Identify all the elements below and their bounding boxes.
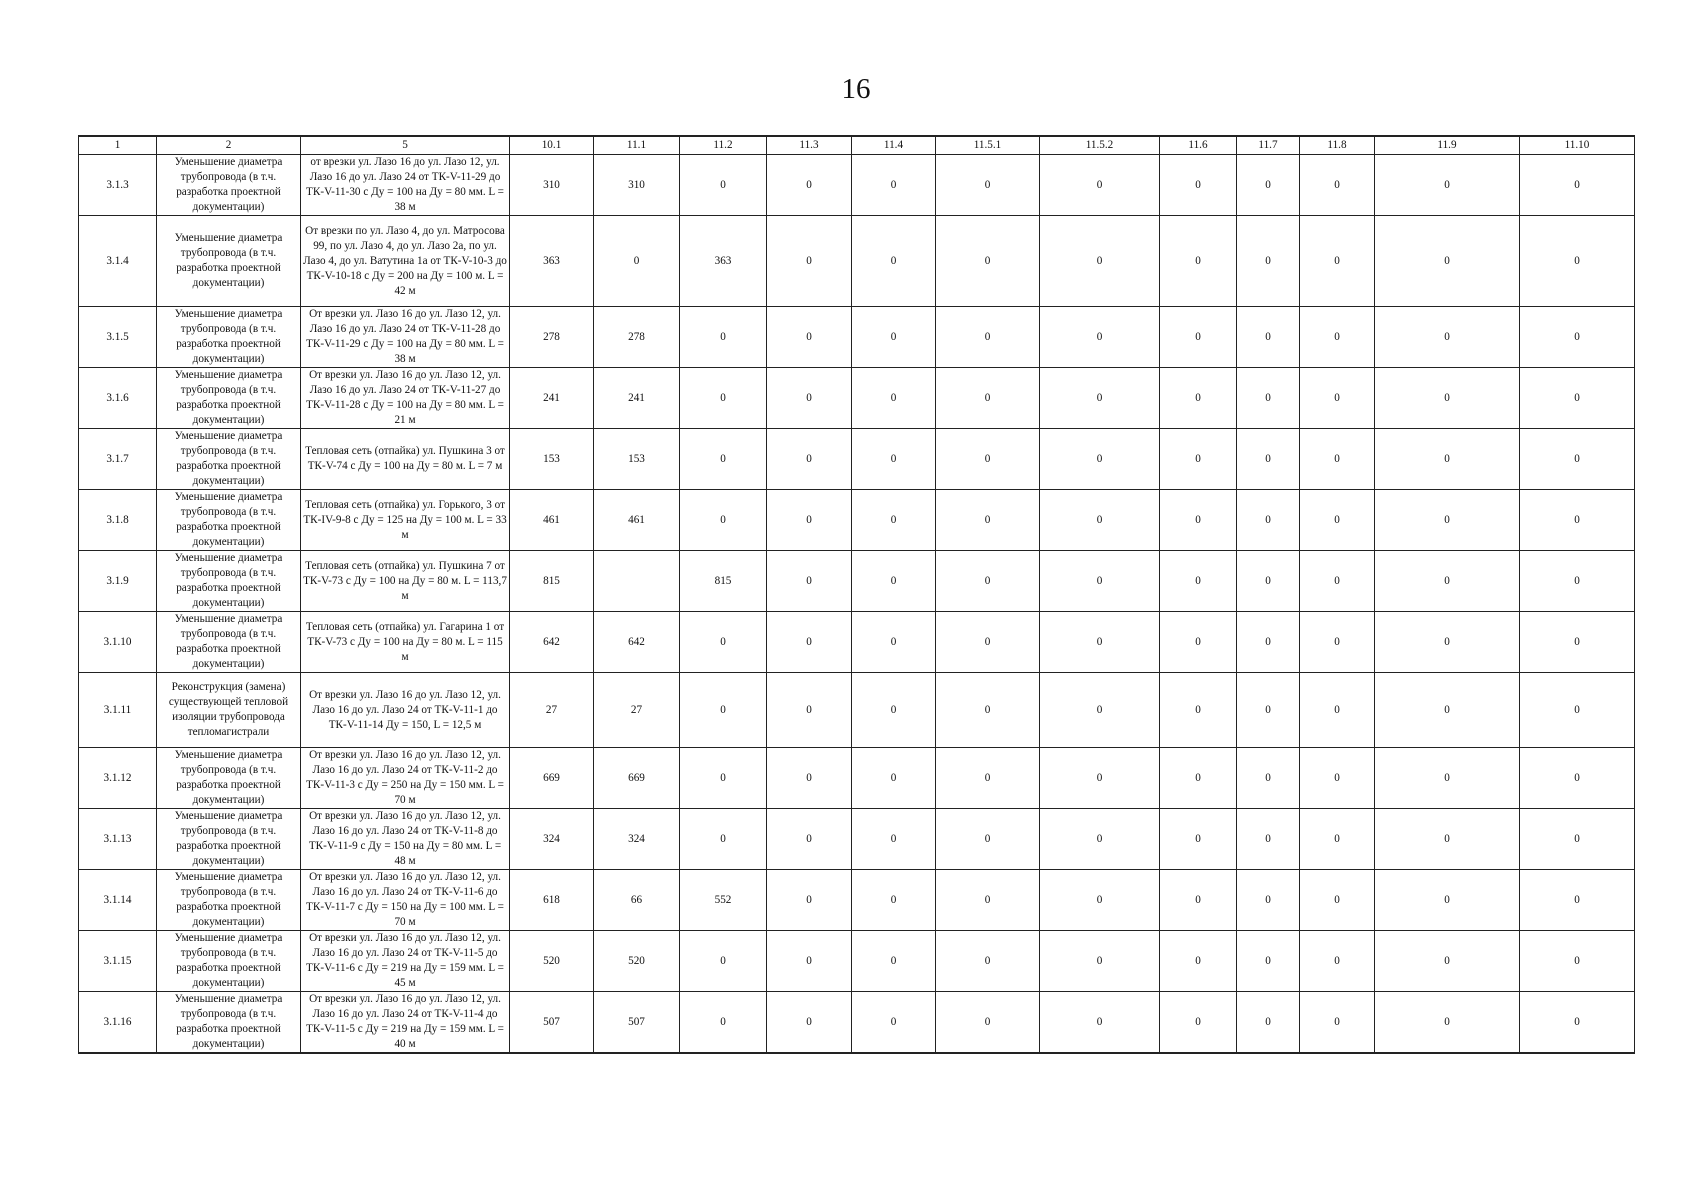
value-cell: 0 [1040, 931, 1160, 992]
table-row [79, 809, 1635, 870]
row-number-cell: 3.1.14 [79, 870, 157, 931]
value-cell: 0 [1300, 307, 1375, 368]
value-cell: 0 [1160, 992, 1237, 1054]
value-cell: 310 [510, 155, 594, 216]
value-cell: 0 [767, 748, 852, 809]
value-cell: 0 [1040, 870, 1160, 931]
location-cell: от врезки ул. Лазо 16 до ул. Лазо 12, ул. Лазо 16 до ул. Лазо 24 от ТК-V-11-29 до ТК-V-11-30 с Ду = 100 на Ду = 80 мм. L = 38 м [301, 155, 510, 216]
measure-name-cell: Уменьшение диаметра трубопровода (в т.ч. разработка проектной документации) [157, 368, 301, 429]
value-cell: 153 [594, 429, 680, 490]
row-number-cell: 3.1.13 [79, 809, 157, 870]
location-cell: От врезки ул. Лазо 16 до ул. Лазо 12, ул. Лазо 16 до ул. Лазо 24 от ТК-V-11-28 до ТК-V-11-29 с Ду = 100 на Ду = 80 мм. L = 38 м [301, 307, 510, 368]
value-cell: 0 [1160, 931, 1237, 992]
value-cell: 0 [767, 870, 852, 931]
value-cell: 0 [680, 809, 767, 870]
row-number-cell: 3.1.5 [79, 307, 157, 368]
value-cell: 0 [1520, 307, 1635, 368]
row-number-cell: 3.1.7 [79, 429, 157, 490]
value-cell: 0 [936, 992, 1040, 1054]
value-cell: 0 [1237, 870, 1300, 931]
table-header [79, 136, 1635, 155]
value-cell: 0 [1520, 216, 1635, 307]
table-row [79, 612, 1635, 673]
value-cell: 0 [767, 155, 852, 216]
value-cell: 0 [936, 551, 1040, 612]
row-number-cell: 3.1.16 [79, 992, 157, 1054]
value-cell: 278 [510, 307, 594, 368]
measure-name-cell: Уменьшение диаметра трубопровода (в т.ч. разработка проектной документации) [157, 992, 301, 1054]
value-cell: 0 [767, 429, 852, 490]
table-row [79, 490, 1635, 551]
value-cell: 461 [510, 490, 594, 551]
value-cell: 0 [1040, 216, 1160, 307]
value-cell: 0 [1040, 612, 1160, 673]
value-cell: 0 [852, 612, 936, 673]
value-cell: 0 [1300, 748, 1375, 809]
measure-name-cell: Уменьшение диаметра трубопровода (в т.ч. разработка проектной документации) [157, 551, 301, 612]
value-cell: 0 [1040, 992, 1160, 1054]
value-cell: 507 [594, 992, 680, 1054]
measure-name-cell: Уменьшение диаметра трубопровода (в т.ч. разработка проектной документации) [157, 870, 301, 931]
value-cell: 0 [936, 748, 1040, 809]
value-cell: 0 [767, 490, 852, 551]
value-cell: 0 [1300, 809, 1375, 870]
row-number-cell: 3.1.6 [79, 368, 157, 429]
row-number-cell: 3.1.11 [79, 673, 157, 748]
value-cell: 0 [1040, 748, 1160, 809]
column-header: 11.5.1 [936, 136, 1040, 155]
value-cell: 0 [767, 368, 852, 429]
value-cell: 0 [767, 673, 852, 748]
value-cell: 0 [1160, 368, 1237, 429]
value-cell: 0 [852, 155, 936, 216]
table-row [79, 748, 1635, 809]
value-cell: 507 [510, 992, 594, 1054]
value-cell: 0 [1160, 809, 1237, 870]
value-cell: 27 [594, 673, 680, 748]
value-cell: 0 [1237, 748, 1300, 809]
value-cell: 0 [1520, 612, 1635, 673]
value-cell: 0 [1520, 368, 1635, 429]
column-header: 1 [79, 136, 157, 155]
row-number-cell: 3.1.12 [79, 748, 157, 809]
value-cell: 310 [594, 155, 680, 216]
value-cell: 0 [1375, 551, 1520, 612]
value-cell: 815 [680, 551, 767, 612]
value-cell: 0 [852, 748, 936, 809]
measure-name-cell: Уменьшение диаметра трубопровода (в т.ч. разработка проектной документации) [157, 307, 301, 368]
value-cell: 0 [680, 992, 767, 1054]
location-cell: От врезки ул. Лазо 16 до ул. Лазо 12, ул. Лазо 16 до ул. Лазо 24 от ТК-V-11-2 до ТК-V-11-3 с Ду = 250 на Ду = 150 мм. L = 70 м [301, 748, 510, 809]
value-cell: 0 [1300, 429, 1375, 490]
location-cell: Тепловая сеть (отпайка) ул. Горького, 3 от ТК-IV-9-8 с Ду = 125 на Ду = 100 м. L = 33 м [301, 490, 510, 551]
value-cell: 0 [680, 748, 767, 809]
column-header: 10.1 [510, 136, 594, 155]
value-cell: 0 [1160, 216, 1237, 307]
value-cell: 27 [510, 673, 594, 748]
table-row [79, 429, 1635, 490]
row-number-cell: 3.1.10 [79, 612, 157, 673]
value-cell: 0 [1520, 931, 1635, 992]
value-cell: 0 [1237, 931, 1300, 992]
value-cell: 0 [1160, 155, 1237, 216]
measure-name-cell: Уменьшение диаметра трубопровода (в т.ч. разработка проектной документации) [157, 155, 301, 216]
location-cell: От врезки ул. Лазо 16 до ул. Лазо 12, ул. Лазо 16 до ул. Лазо 24 от ТК-V-11-27 до ТК-V-11-28 с Ду = 100 на Ду = 80 мм. L = 21 м [301, 368, 510, 429]
row-number-cell: 3.1.4 [79, 216, 157, 307]
value-cell: 363 [680, 216, 767, 307]
column-header: 11.10 [1520, 136, 1635, 155]
table-row [79, 155, 1635, 216]
value-cell: 0 [1160, 870, 1237, 931]
value-cell: 618 [510, 870, 594, 931]
column-header: 11.5.2 [1040, 136, 1160, 155]
location-cell: От врезки ул. Лазо 16 до ул. Лазо 12, ул. Лазо 16 до ул. Лазо 24 от ТК-V-11-6 до ТК-V-11-7 с Ду = 150 на Ду = 100 мм. L = 70 м [301, 870, 510, 931]
measure-name-cell: Уменьшение диаметра трубопровода (в т.ч. разработка проектной документации) [157, 216, 301, 307]
table-row [79, 216, 1635, 307]
value-cell: 552 [680, 870, 767, 931]
value-cell: 0 [936, 673, 1040, 748]
value-cell: 0 [680, 612, 767, 673]
location-cell: От врезки ул. Лазо 16 до ул. Лазо 12, ул. Лазо 16 до ул. Лазо 24 от ТК-V-11-5 до ТК-V-11-6 с Ду = 219 на Ду = 159 мм. L = 45 м [301, 931, 510, 992]
value-cell: 0 [1375, 992, 1520, 1054]
value-cell: 0 [1520, 748, 1635, 809]
value-cell: 0 [1375, 307, 1520, 368]
table-row [79, 992, 1635, 1054]
value-cell: 324 [510, 809, 594, 870]
value-cell: 0 [1520, 155, 1635, 216]
header-row [79, 136, 1635, 155]
value-cell: 0 [767, 931, 852, 992]
value-cell: 0 [1040, 809, 1160, 870]
value-cell: 0 [1375, 612, 1520, 673]
value-cell: 0 [680, 307, 767, 368]
column-header: 5 [301, 136, 510, 155]
value-cell: 0 [1237, 429, 1300, 490]
value-cell: 241 [510, 368, 594, 429]
value-cell: 0 [936, 216, 1040, 307]
location-cell: От врезки ул. Лазо 16 до ул. Лазо 12, ул. Лазо 16 до ул. Лазо 24 от ТК-V-11-4 до ТК-V-11-5 с Ду = 219 на Ду = 159 мм. L = 40 м [301, 992, 510, 1054]
value-cell: 0 [1300, 612, 1375, 673]
value-cell: 0 [1375, 429, 1520, 490]
value-cell: 0 [1160, 490, 1237, 551]
value-cell: 0 [1237, 155, 1300, 216]
value-cell: 0 [936, 931, 1040, 992]
value-cell: 0 [1237, 368, 1300, 429]
value-cell: 0 [1520, 490, 1635, 551]
value-cell: 0 [1375, 870, 1520, 931]
value-cell: 0 [767, 992, 852, 1054]
value-cell: 669 [594, 748, 680, 809]
row-number-cell: 3.1.3 [79, 155, 157, 216]
value-cell: 669 [510, 748, 594, 809]
value-cell: 0 [936, 155, 1040, 216]
table-body [79, 155, 1635, 1054]
value-cell: 0 [1300, 870, 1375, 931]
value-cell: 0 [1040, 368, 1160, 429]
table-row [79, 368, 1635, 429]
value-cell: 0 [1040, 490, 1160, 551]
value-cell: 0 [1237, 673, 1300, 748]
value-cell: 0 [852, 551, 936, 612]
location-cell: От врезки ул. Лазо 16 до ул. Лазо 12, ул. Лазо 16 до ул. Лазо 24 от ТК-V-11-1 до ТК-V-11-14 Ду = 150, L = 12,5 м [301, 673, 510, 748]
value-cell: 0 [936, 870, 1040, 931]
value-cell: 0 [1375, 368, 1520, 429]
value-cell: 461 [594, 490, 680, 551]
value-cell: 0 [936, 809, 1040, 870]
location-cell: От врезки по ул. Лазо 4, до ул. Матросова 99, по ул. Лазо 4, до ул. Лазо 2а, по ул. Лазо 4, до ул. Ватутина 1а от ТК-V-10-3 до ТК-V-10-18 с Ду = 200 на Ду = 100 м. L = 42 м [301, 216, 510, 307]
value-cell: 0 [1237, 490, 1300, 551]
table-row [79, 673, 1635, 748]
value-cell: 0 [1375, 809, 1520, 870]
value-cell: 0 [767, 551, 852, 612]
value-cell: 0 [767, 612, 852, 673]
value-cell: 278 [594, 307, 680, 368]
page-number: 16 [841, 73, 871, 105]
column-header: 11.8 [1300, 136, 1375, 155]
row-number-cell: 3.1.9 [79, 551, 157, 612]
value-cell: 0 [852, 673, 936, 748]
value-cell: 0 [1375, 931, 1520, 992]
value-cell: 0 [1375, 748, 1520, 809]
value-cell: 363 [510, 216, 594, 307]
value-cell: 0 [1300, 368, 1375, 429]
value-cell: 324 [594, 809, 680, 870]
value-cell: 0 [1237, 307, 1300, 368]
value-cell: 0 [936, 307, 1040, 368]
value-cell: 0 [852, 992, 936, 1054]
measure-name-cell: Уменьшение диаметра трубопровода (в т.ч. разработка проектной документации) [157, 490, 301, 551]
value-cell: 642 [594, 612, 680, 673]
value-cell: 0 [1520, 551, 1635, 612]
value-cell: 0 [680, 931, 767, 992]
value-cell: 0 [1300, 551, 1375, 612]
value-cell: 0 [1160, 429, 1237, 490]
location-cell: От врезки ул. Лазо 16 до ул. Лазо 12, ул. Лазо 16 до ул. Лазо 24 от ТК-V-11-8 до ТК-V-11-9 с Ду = 150 на Ду = 80 мм. L = 48 м [301, 809, 510, 870]
value-cell: 0 [852, 429, 936, 490]
value-cell: 0 [1520, 870, 1635, 931]
value-cell: 642 [510, 612, 594, 673]
measure-name-cell: Уменьшение диаметра трубопровода (в т.ч. разработка проектной документации) [157, 748, 301, 809]
value-cell: 0 [1375, 673, 1520, 748]
value-cell: 0 [767, 809, 852, 870]
column-header: 11.1 [594, 136, 680, 155]
value-cell: 0 [1237, 216, 1300, 307]
column-header: 11.6 [1160, 136, 1237, 155]
value-cell: 0 [1520, 809, 1635, 870]
value-cell: 0 [1375, 216, 1520, 307]
value-cell: 0 [936, 429, 1040, 490]
value-cell: 0 [1160, 307, 1237, 368]
value-cell: 520 [594, 931, 680, 992]
row-number-cell: 3.1.8 [79, 490, 157, 551]
value-cell: 0 [1300, 216, 1375, 307]
value-cell: 0 [1040, 551, 1160, 612]
value-cell: 0 [1300, 931, 1375, 992]
value-cell: 0 [767, 216, 852, 307]
measure-name-cell: Уменьшение диаметра трубопровода (в т.ч. разработка проектной документации) [157, 809, 301, 870]
value-cell: 0 [680, 673, 767, 748]
column-header: 2 [157, 136, 301, 155]
value-cell: 0 [852, 216, 936, 307]
data-table [78, 135, 1635, 1054]
measure-name-cell: Уменьшение диаметра трубопровода (в т.ч. разработка проектной документации) [157, 612, 301, 673]
value-cell: 0 [1160, 673, 1237, 748]
location-cell: Тепловая сеть (отпайка) ул. Гагарина 1 от ТК-V-73 с Ду = 100 на Ду = 80 м. L = 115 м [301, 612, 510, 673]
table-row [79, 931, 1635, 992]
value-cell: 0 [1237, 612, 1300, 673]
column-header: 11.4 [852, 136, 936, 155]
value-cell: 0 [1040, 155, 1160, 216]
value-cell: 153 [510, 429, 594, 490]
location-cell: Тепловая сеть (отпайка) ул. Пушкина 7 от ТК-V-73 с Ду = 100 на Ду = 80 м. L = 113,7 м [301, 551, 510, 612]
value-cell: 0 [852, 490, 936, 551]
value-cell: 0 [852, 368, 936, 429]
value-cell: 0 [1300, 992, 1375, 1054]
value-cell: 0 [680, 155, 767, 216]
value-cell: 0 [594, 216, 680, 307]
value-cell: 0 [936, 612, 1040, 673]
measure-name-cell: Уменьшение диаметра трубопровода (в т.ч. разработка проектной документации) [157, 931, 301, 992]
value-cell: 0 [1040, 429, 1160, 490]
value-cell: 0 [1300, 155, 1375, 216]
value-cell: 0 [1375, 155, 1520, 216]
measure-name-cell: Реконструкция (замена) существующей тепловой изоляции трубопровода тепломагистрали [157, 673, 301, 748]
value-cell: 0 [1300, 673, 1375, 748]
value-cell: 0 [1237, 551, 1300, 612]
row-number-cell: 3.1.15 [79, 931, 157, 992]
value-cell [594, 551, 680, 612]
location-cell: Тепловая сеть (отпайка) ул. Пушкина 3 от ТК-V-74 с Ду = 100 на Ду = 80 м. L = 7 м [301, 429, 510, 490]
value-cell: 0 [1040, 307, 1160, 368]
value-cell: 0 [1237, 809, 1300, 870]
table-row [79, 307, 1635, 368]
table-row [79, 551, 1635, 612]
value-cell: 0 [1520, 673, 1635, 748]
value-cell: 0 [936, 368, 1040, 429]
value-cell: 0 [1160, 551, 1237, 612]
value-cell: 0 [1160, 612, 1237, 673]
value-cell: 0 [852, 809, 936, 870]
value-cell: 0 [680, 429, 767, 490]
value-cell: 241 [594, 368, 680, 429]
value-cell: 0 [680, 490, 767, 551]
value-cell: 0 [1040, 673, 1160, 748]
measure-name-cell: Уменьшение диаметра трубопровода (в т.ч. разработка проектной документации) [157, 429, 301, 490]
value-cell: 520 [510, 931, 594, 992]
column-header: 11.2 [680, 136, 767, 155]
value-cell: 0 [1300, 490, 1375, 551]
value-cell: 0 [680, 368, 767, 429]
table-row [79, 870, 1635, 931]
value-cell: 815 [510, 551, 594, 612]
value-cell: 0 [1160, 748, 1237, 809]
value-cell: 0 [852, 931, 936, 992]
column-header: 11.9 [1375, 136, 1520, 155]
column-header: 11.3 [767, 136, 852, 155]
value-cell: 0 [852, 870, 936, 931]
value-cell: 0 [936, 490, 1040, 551]
value-cell: 0 [852, 307, 936, 368]
value-cell: 0 [1520, 429, 1635, 490]
value-cell: 66 [594, 870, 680, 931]
value-cell: 0 [767, 307, 852, 368]
column-header: 11.7 [1237, 136, 1300, 155]
value-cell: 0 [1237, 992, 1300, 1054]
value-cell: 0 [1375, 490, 1520, 551]
value-cell: 0 [1520, 992, 1635, 1054]
